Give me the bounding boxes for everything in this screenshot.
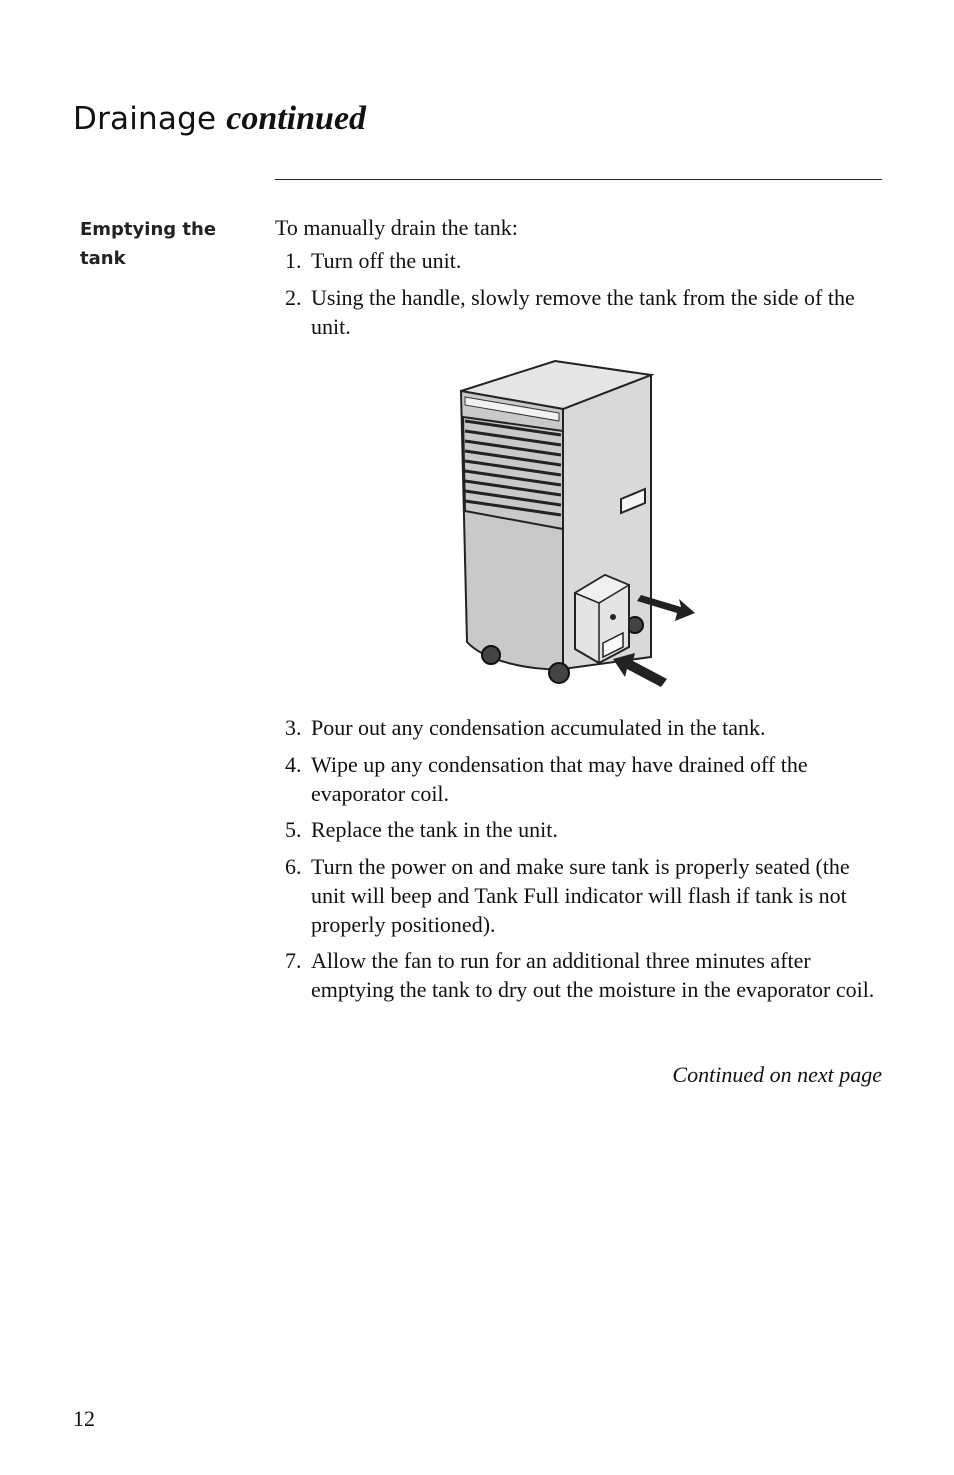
continued-note: Continued on next page bbox=[672, 1062, 882, 1087]
step-number: 2. bbox=[285, 284, 302, 310]
list-item bbox=[275, 283, 882, 341]
page-number: 12 bbox=[73, 1406, 95, 1431]
list-item bbox=[275, 852, 882, 939]
step-text: Turn the power on and make sure tank is properly seated (the unit will beep and Tank Full indicator will flash if tank is not properly positioned). bbox=[311, 853, 850, 937]
intro-text: To manually drain the tank: bbox=[275, 215, 518, 240]
steps-list-after-figure bbox=[275, 713, 882, 1012]
step-number: 5. bbox=[285, 817, 302, 842]
step-text: Allow the fan to run for an additional three minutes after emptying the tank to dry out the moisture in the evaporator coil. bbox=[311, 948, 875, 1002]
list-item bbox=[275, 246, 882, 275]
list-item bbox=[275, 815, 882, 844]
list-item bbox=[275, 750, 882, 808]
page-title-suffix: continued bbox=[226, 100, 367, 137]
page-title bbox=[73, 100, 366, 138]
step-number: 3. bbox=[285, 715, 302, 740]
section-heading: Emptying the tank bbox=[80, 219, 217, 269]
step-text: Replace the tank in the unit. bbox=[311, 817, 558, 842]
step-number: 1. bbox=[285, 248, 302, 273]
step-text: Turn off the unit. bbox=[311, 248, 462, 273]
step-text: Using the handle, slowly remove the tank from the side of the unit. bbox=[311, 284, 855, 339]
header-divider bbox=[275, 179, 882, 180]
step-text: Wipe up any condensation that may have drained off the evaporator coil. bbox=[311, 751, 808, 806]
list-item bbox=[275, 946, 882, 1004]
steps-list-before-figure bbox=[275, 246, 882, 348]
list-item bbox=[275, 713, 882, 742]
step-text: Pour out any condensation accumulated in the tank. bbox=[311, 715, 766, 740]
step-number: 6. bbox=[285, 853, 302, 879]
page-title-main: Drainage bbox=[73, 101, 217, 137]
dehumidifier-illustration bbox=[455, 357, 700, 689]
step-number: 7. bbox=[285, 948, 302, 973]
step-number: 4. bbox=[285, 751, 302, 777]
